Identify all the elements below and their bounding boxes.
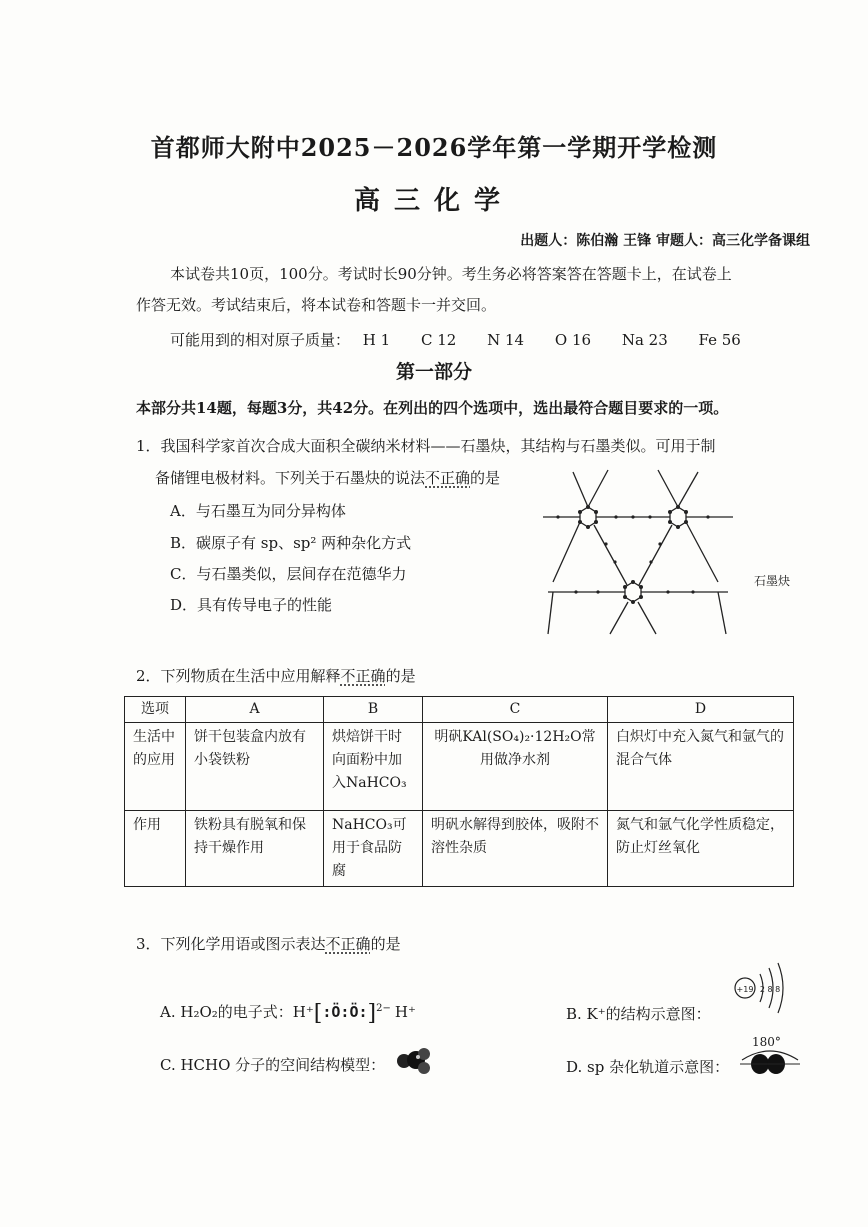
table-header-cell: B <box>324 697 423 723</box>
q3-option-c: C. HCHO 分子的空间结构模型： <box>160 1056 386 1074</box>
table-cell: 氮气和氩气化学性质稳定，防止灯丝氧化 <box>608 811 794 887</box>
atomic-mass-n: N 14 <box>487 331 525 349</box>
table-cell: 明矾水解得到胶体，吸附不溶性杂质 <box>423 811 608 887</box>
q1-option-a: A．与石墨互为同分异构体 <box>170 502 346 520</box>
atomic-mass-line <box>170 328 770 352</box>
q3-emphasis: 不正确 <box>325 935 371 953</box>
table-cell: 明矾KAl(SO₄)₂·12H₂O常用做净水剂 <box>423 723 608 811</box>
table-cell: 铁粉具有脱氧和保持干燥作用 <box>186 811 324 887</box>
graphdiyne-structure-figure <box>538 462 738 638</box>
table-cell: NaHCO₃可用于食品防腐 <box>324 811 423 887</box>
q3-stem: 3．下列化学用语或图示表达不正确的是 <box>136 935 401 953</box>
electron-shells: 2 8 8 <box>759 985 781 994</box>
table-cell: 饼干包装盒内放有小袋铁粉 <box>186 723 324 811</box>
table-header-row <box>125 697 794 723</box>
table-cell: 白炽灯中充入氮气和氩气的混合气体 <box>608 723 794 811</box>
electron-formula: H⁺[:Ö:Ö:]$^{2-}$ H⁺ <box>292 1001 416 1026</box>
q2-emphasis: 不正确 <box>340 667 386 685</box>
table-row <box>125 811 794 887</box>
instructions-line-2: 作答无效。考试结束后，将本试卷和答题卡一并交回。 <box>136 296 497 314</box>
q1-emphasis: 不正确 <box>425 469 471 487</box>
hexagon-ring <box>580 507 596 527</box>
sp-hybrid-orbital-diagram <box>738 1046 802 1078</box>
graphdiyne-caption: 石墨炔 <box>754 574 791 588</box>
exam-subtitle: 高三化学 <box>353 186 514 216</box>
exam-authors: 出题人：陈伯瀚 王锋 审题人：高三化学备课组 <box>520 233 810 249</box>
atomic-mass-h: H 1 <box>362 331 391 349</box>
q3-option-d: D. sp 杂化轨道示意图： <box>566 1058 730 1076</box>
atomic-mass-c: C 12 <box>420 331 457 349</box>
hexagon-ring <box>670 507 686 527</box>
potassium-ion-structure-diagram <box>732 960 792 1016</box>
table-cell: 作用 <box>125 811 186 887</box>
q1-option-b: B．碳原子有 sp、sp² 两种杂化方式 <box>170 534 412 552</box>
part-intro: 本部分共14题，每题3分，共42分。在列出的四个选项中，选出最符合题目要求的一项。 <box>136 399 729 417</box>
hcho-space-filling-model <box>394 1044 434 1078</box>
q1-stem-line-2: 备储锂电极材料。下列关于石墨炔的说法不正确的是 <box>155 469 501 487</box>
hexagon-ring <box>625 582 641 602</box>
q1-stem-line-1: 1．我国科学家首次合成大面积全碳纳米材料——石墨炔，其结构与石墨类似。可用于制 <box>136 437 716 455</box>
table-header-cell: 选项 <box>125 697 186 723</box>
table-header-cell: D <box>608 697 794 723</box>
part-heading: 第一部分 <box>395 361 472 383</box>
q3-option-b: B. K⁺的结构示意图： <box>566 1005 711 1023</box>
table-row <box>125 723 794 811</box>
exam-title: 首都师大附中2025－2026学年第一学期开学检测 <box>150 133 718 162</box>
q1-option-d: D．具有传导电子的性能 <box>170 596 333 614</box>
table-header-cell: C <box>423 697 608 723</box>
atomic-mass-na: Na 23 <box>621 331 668 349</box>
q2-table <box>124 696 794 887</box>
table-header-cell: A <box>186 697 324 723</box>
table-cell: 烘焙饼干时向面粉中加入NaHCO₃ <box>324 723 423 811</box>
atomic-mass-fe: Fe 56 <box>698 331 741 349</box>
atomic-mass-o: O 16 <box>554 331 592 349</box>
q1-option-c: C．与石墨类似，层间存在范德华力 <box>170 565 407 583</box>
nucleus-charge: +19 <box>736 985 754 994</box>
atomic-mass-label: 可能用到的相对原子质量： <box>170 331 351 349</box>
instructions-line-1: 本试卷共10页，100分。考试时长90分钟。考生务必将答案答在答题卡上，在试卷上 <box>170 265 732 283</box>
q3-option-a: A. H₂O₂的电子式：H⁺[:Ö:Ö:]$^{2-}$ H⁺ <box>160 1001 416 1026</box>
table-cell: 生活中的应用 <box>125 723 186 811</box>
bond-angle-label: 180° <box>752 1035 781 1049</box>
q2-stem: 2．下列物质在生活中应用解释不正确的是 <box>136 667 416 685</box>
